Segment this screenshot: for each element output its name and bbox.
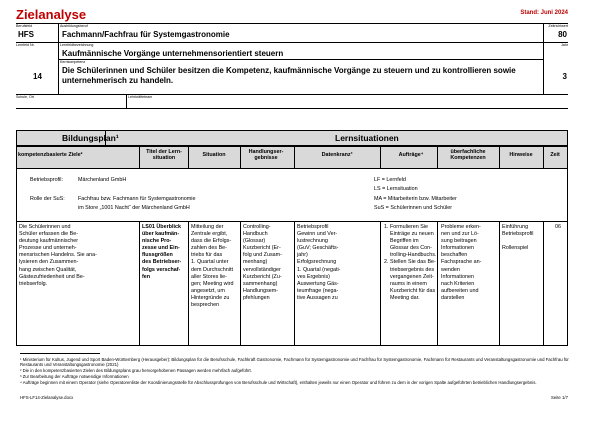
label-lehrkraefteteam: Lehrkräfteteam <box>128 95 153 99</box>
cell-line: folgs verschaf- <box>142 266 181 273</box>
cell-line: Schüler erfassen die Be- <box>19 231 79 238</box>
cell-line: angesetzt, um <box>191 287 225 294</box>
col-divider <box>105 130 106 146</box>
cell-line: triebs für das <box>191 252 223 259</box>
cell-line: sammenhang) <box>243 280 278 287</box>
cell-line: ves Ergebnis) <box>297 273 330 280</box>
cell-line: aufbereiten und <box>441 287 479 294</box>
cell-line: flussgrößen <box>142 252 173 259</box>
cell-line: vergangenen Zeit- <box>390 273 434 280</box>
cell-kompetenz <box>19 224 137 288</box>
cell-line: Hintergründe zu <box>191 294 230 301</box>
footer-page-number: Seite 1/7 <box>551 395 568 400</box>
col-divider <box>294 146 295 169</box>
table-left-border <box>16 130 17 345</box>
col-titel: Titel der Lern-situation <box>146 149 182 162</box>
cell-line: über kaufmän- <box>142 231 180 238</box>
cell-line: Betriebsprofil <box>502 231 534 238</box>
rolle-label: Rolle der SuS: <box>30 196 65 202</box>
row-rule <box>58 59 543 60</box>
footer-filename: HFS-LF14-Zielanalyse.docx <box>20 395 74 400</box>
label-ausbildungsberuf: Ausbildungsberuf <box>60 24 88 28</box>
cell-line: Probleme erken- <box>441 224 481 230</box>
col-ergebnisse: Handlungser-gebnisse <box>248 149 284 162</box>
cell-line: Kurzbericht (Er- <box>243 245 281 252</box>
cell-line: Einträge zu neuen <box>390 231 434 238</box>
cell-line: lysieren den Zusammen- <box>19 259 79 266</box>
legend-item: LS = Lernsituation <box>374 186 418 192</box>
cell-line: gen; Meeting wird <box>191 280 234 287</box>
title-rule <box>16 23 568 24</box>
cell-line: dem Durchschnitt <box>191 266 233 273</box>
col-divider <box>543 24 544 94</box>
cell-line: Zentrale ergibt, <box>191 231 228 238</box>
cell-line: Kurzbericht (Zu- <box>243 273 282 280</box>
label-schule-ort: Schule, Ort <box>16 95 34 99</box>
cell-line: Informationen <box>441 273 474 280</box>
cell-line: Fachsprache an- <box>441 259 482 266</box>
cell-line: jahr) <box>297 252 308 259</box>
cell-line: mensrischen Handelns. Sie ana- <box>19 252 97 259</box>
col-datenkranz: Datenkranz³ <box>321 152 353 158</box>
cell-line: tive Aussagen zu <box>297 294 338 301</box>
col-divider <box>126 94 127 108</box>
cell-line: Mitteilung der <box>191 224 224 230</box>
col-divider <box>499 146 500 169</box>
col-divider <box>499 221 500 345</box>
cell-line: beschaffen <box>441 252 468 259</box>
cell-line: dass die Erfolgs- <box>191 238 232 245</box>
cell-line: trolling-Handbuchs. <box>390 252 437 259</box>
cell-line: teumfrage (nega- <box>297 287 339 294</box>
cell-line: Begriffen im <box>390 238 419 245</box>
cell-line: Handbuch <box>243 231 268 238</box>
cell-line: Glossar des Con- <box>390 245 432 252</box>
cell-line: raums in einem <box>390 280 427 287</box>
cell-line: 1. Formulieren Sie <box>384 224 429 230</box>
footnote-rule <box>20 353 100 354</box>
betriebsprofil-value: Märchenland GmbH <box>78 177 127 183</box>
footnote-2: ² Die in den kompetenzbasierten Zielen des Bildungsplans grau hervorgehobenen Passagen werden mehrfach aufgeführt. <box>20 368 252 373</box>
row-rule <box>16 94 568 95</box>
hours-value: 80 <box>558 30 567 39</box>
rolle-line-1: Fachfrau bzw. Fachmann für Systemgastronomie <box>78 196 196 202</box>
cell-line: Prozesse und unterneh- <box>19 245 77 252</box>
cell-line: aller Stores lie- <box>191 273 227 280</box>
col-divider <box>543 221 544 345</box>
cell-line: 2. Stellen Sie das Be- <box>384 259 436 266</box>
cell-line: wenden <box>441 266 460 273</box>
footnote-3: ³ Zur Bearbeitung der Aufträge notwendige Informationen <box>20 374 129 379</box>
cell-auftraege <box>384 224 438 302</box>
cell-line: triebserfolg. <box>19 280 48 287</box>
table-right-border <box>567 130 568 345</box>
col-divider <box>188 146 189 169</box>
cell-line: Kurzbericht für das <box>390 287 436 294</box>
cell-line: nen und zur Lö- <box>441 231 479 238</box>
legend-item: SuS = Schülerinnen und Schüler <box>374 205 453 211</box>
page-title: Zielanalyse <box>16 7 87 22</box>
cell-line: zesse und Ein- <box>142 245 180 252</box>
cell-line: sung beitragen <box>441 238 477 245</box>
label-kernkompetenz: Kernkompetenz <box>60 60 86 64</box>
row-rule <box>16 42 568 43</box>
cell-line: pfehlungen <box>243 294 270 301</box>
cell-line: Die Schülerinnen und <box>19 224 71 230</box>
col-divider <box>437 146 438 169</box>
cell-line: besprechen <box>191 302 220 309</box>
label-jahr: Jahr <box>561 43 568 47</box>
legend-item: LF = Lernfeld <box>374 177 406 183</box>
school-type: HFS <box>18 30 34 39</box>
cell-line: vervollständiger <box>243 266 281 273</box>
cell-line: darstellen <box>441 294 465 301</box>
col-divider <box>188 221 189 345</box>
col-divider <box>380 146 381 169</box>
label-berufsfeld: Berufsfeld <box>16 24 33 28</box>
cell-datenkranz <box>297 224 379 302</box>
cell-line: lustrechnung <box>297 238 328 245</box>
cell-line: 1. Quartal (negati- <box>297 266 341 273</box>
footnote-4: ⁴ Aufträge beginnen mit einem Operator (siehe Operatorenliste der Koordinierungsstelle für Abschlussprüfungen von Berufsschule und Wirtschaft), enthalten jeweils nur einen Operator und führen zu dem in der vorigen Spalte aufgeführten betrieblichen Handlungsergebnis. <box>20 380 537 385</box>
lernfeld-number: 14 <box>33 72 42 81</box>
col-situation: Situation <box>202 152 226 158</box>
cell-line: Informationen <box>441 245 474 252</box>
cell-ueberfachlich <box>441 224 499 302</box>
col-kompetenz: kompetenzbasierte Ziele² <box>18 152 83 158</box>
cell-zeit: 06 <box>555 224 561 230</box>
cell-line: folg und Zusam- <box>243 252 282 259</box>
col-divider <box>139 221 140 345</box>
footnote-1: ¹ Ministerium für Kultus, Jugend und Sport Baden-Württemberg (Herausgeber): Bildungsplan für die Berufsschule, Fachkraft Gastronomie, Fachmann für Systemgastronomie und Fachfrau für Systemgastronomie, Fachmann für Restaurants und Veranstaltungsgastronomie und Fachfrau für Restaurants und Veranstaltungsgastronomie (2021) <box>20 357 569 368</box>
col-hinweise: Hinweise <box>509 152 533 158</box>
cell-line: Betriebsprofil <box>297 224 329 230</box>
cell-line: 1. Quartal unter <box>191 259 229 266</box>
cell-line: zahlen des Be- <box>191 245 227 252</box>
lernfeld-title: Kaufmännische Vorgänge unternehmensorientiert steuern <box>62 49 284 58</box>
cell-line: triebsergebnis des <box>390 266 435 273</box>
col-divider <box>543 146 544 169</box>
row-rule <box>16 108 568 109</box>
profession-name: Fachmann/Fachfrau für Systemgastronomie <box>62 30 230 39</box>
cell-line: deutung kaufmännischer <box>19 238 79 245</box>
cell-line <box>502 238 543 245</box>
col-zeit: Zeit <box>550 152 560 158</box>
cell-line: LS01 Überblick <box>142 224 181 230</box>
cell-situation <box>191 224 240 309</box>
cell-line: Meeting dar. <box>390 294 420 301</box>
label-lernfeldbezeichnung: Lernfeldbezeichnung <box>60 43 94 47</box>
cell-line: menhang) <box>243 259 268 266</box>
cell-line: Rollenspiel <box>502 245 529 252</box>
col-divider <box>240 146 241 169</box>
bildungsplan-heading: Bildungsplan¹ <box>62 133 119 143</box>
cell-line: Einführung <box>502 224 529 230</box>
cell-line: fen <box>142 273 151 280</box>
cell-line: Handlungsem- <box>243 287 279 294</box>
col-divider <box>240 221 241 345</box>
row-rule <box>16 221 568 222</box>
col-divider <box>139 146 140 169</box>
cell-line: (Glossar) <box>243 238 266 245</box>
cell-line: nische Pro- <box>142 238 172 245</box>
col-divider <box>380 221 381 345</box>
cell-line: nach Kriterien <box>441 280 475 287</box>
betriebsprofil-label: Betriebsprofil: <box>30 177 63 183</box>
cell-line: hang zwischen Qualität, <box>19 266 77 273</box>
cell-titel <box>142 224 188 281</box>
table-bottom-rule <box>16 345 568 346</box>
cell-ergebnisse <box>243 224 294 302</box>
label-zeitrichtwert: Zeitrichtwert <box>548 24 568 28</box>
label-lernfeld-nr: Lernfeld Nr. <box>16 43 35 47</box>
cell-line: Erfolgsrechnung <box>297 259 337 266</box>
cell-line: des Betriebser- <box>142 259 182 266</box>
rolle-line-2: im Store „1001 Nacht“ der Märchenland GmbH <box>78 205 190 211</box>
cell-line: Auswertung Gäs- <box>297 280 339 287</box>
kernkompetenz-text: Die Schülerinnen und Schüler besitzen die Kompetenz, kaufmännische Vorgänge zu steuern und zu kontrollieren sowie unternehmerisch zu handeln. <box>62 66 516 85</box>
cell-line: (GuV; Geschäfts- <box>297 245 339 252</box>
cell-line: Gästezufriedenheit und Be- <box>19 273 85 280</box>
year-value: 3 <box>562 72 567 81</box>
stand-date: Stand: Juni 2024 <box>520 10 568 16</box>
col-auftraege: Aufträge⁴ <box>398 152 424 158</box>
cell-hinweise <box>502 224 543 252</box>
cell-line: Gewinn und Ver- <box>297 231 338 238</box>
cell-line: Controlling- <box>243 224 271 230</box>
col-divider <box>294 221 295 345</box>
legend-item: MA = Mitarbeiterin bzw. Mitarbeiter <box>374 196 457 202</box>
col-ueberfachlich: überfachliche Kompetenzen <box>450 149 486 162</box>
lernsituationen-heading: Lernsituationen <box>335 133 399 143</box>
